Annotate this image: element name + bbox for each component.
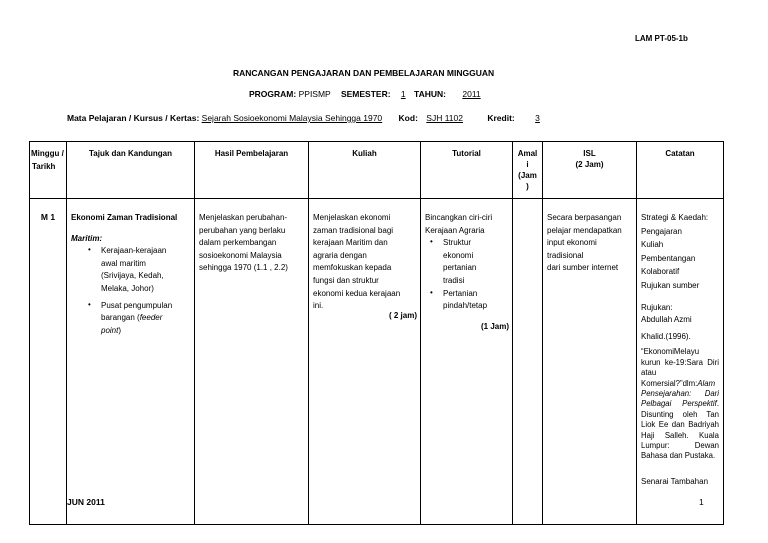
document-code: LAM PT-05-1b — [635, 34, 688, 43]
kuliah-l4: agraria dengan — [313, 250, 367, 260]
kuliah-l3: kerajaan Maritim dan — [313, 238, 388, 248]
tajuk-b2-l2 — [101, 312, 191, 325]
tutorial-b2-l2: pindah/tetap — [443, 301, 488, 311]
list-item — [425, 288, 509, 313]
catatan-l1: Strategi & Kaedah: — [641, 213, 709, 222]
tutorial-b1-l3: pertanian — [443, 263, 477, 273]
kuliah-jam: ( 2 jam) — [388, 310, 417, 320]
header-tajuk — [67, 142, 195, 199]
tutorial-bullet-list — [425, 237, 509, 313]
header-minggu — [30, 142, 67, 199]
header-amali — [513, 142, 543, 199]
catatan-l2: Pengajaran — [641, 226, 682, 236]
tajuk-subtitle: Maritim: — [71, 233, 103, 243]
course-line — [67, 113, 540, 123]
document-title: RANCANGAN PENGAJARAN DAN PEMBELAJARAN MINGGUAN — [233, 68, 495, 78]
list-item — [83, 300, 191, 338]
kuliah-l8: ini. — [313, 301, 324, 311]
cell-minggu — [30, 199, 67, 525]
tajuk-b1-l2: awal maritim — [101, 258, 146, 268]
tajuk-b2-l2b: feeder — [139, 313, 163, 323]
catatan-l5: Kolaboratif — [641, 267, 680, 277]
kod-value: SJH 1102 — [426, 113, 463, 123]
footer-date: JUN 2011 — [67, 497, 105, 507]
tajuk-b2-l3 — [101, 325, 191, 338]
header-row — [30, 142, 724, 199]
course-value: Sejarah Sosioekonomi Malaysia Sehingga 1970 — [201, 113, 383, 123]
minggu-value: M 1 — [40, 212, 56, 222]
kuliah-l5: memfokuskan kepada — [313, 263, 392, 273]
catatan-l4: Pembentangan — [641, 253, 696, 263]
isl-l4: tradisional — [547, 250, 584, 260]
cell-tajuk — [67, 199, 195, 525]
header-minggu-line1: Minggu / — [31, 149, 64, 158]
header-tutorial-label: Tutorial — [452, 149, 481, 158]
header-amali-line2: i — [526, 160, 529, 169]
tahun-label: TAHUN: — [414, 89, 446, 99]
citation-book: Alam Pensejarahan: Dari Pelbagai Perspektif — [641, 378, 719, 409]
tajuk-b2-l1: • Pusat pengumpulan — [101, 300, 173, 310]
program-line — [249, 89, 481, 99]
header-isl — [543, 142, 637, 199]
list-item — [83, 245, 191, 295]
senarai-tambahan: Senarai Tambahan — [641, 476, 709, 486]
rujukan-label: Rujukan: — [641, 302, 673, 312]
cell-catatan — [637, 199, 724, 525]
kuliah-l2: zaman tradisional bagi — [313, 225, 394, 235]
cell-isl — [543, 199, 637, 525]
tajuk-b2-l2a: barangan ( — [101, 313, 140, 323]
kuliah-l6: fungsi dan struktur — [313, 275, 379, 285]
semester-value: 1 — [400, 89, 406, 99]
kredit-value: 3 — [535, 113, 540, 123]
tutorial-b1-l2: ekonomi — [443, 250, 474, 260]
tajuk-b1-l3: (Srivijaya, Kedah, — [101, 271, 164, 281]
header-tajuk-label: Tajuk dan Kandungan — [89, 149, 172, 158]
course-label: Mata Pelajaran / Kursus / Kertas: — [67, 113, 200, 123]
tutorial-l1: Bincangkan ciri-ciri — [425, 213, 493, 222]
tutorial-b1-l4: tradisi — [443, 275, 465, 285]
header-isl-line1: ISL — [583, 149, 596, 158]
citation-publisher: . Disunting oleh Tan Liok Ee dan Badriyah Haji Salleh. Kuala Lumpur: Dewan Bahasa dan Pustaka. — [641, 399, 719, 461]
isl-l5: dari sumber internet — [547, 263, 619, 273]
catatan-l6: Rujukan sumber — [641, 280, 700, 290]
tajuk-b1-l4: Melaka, Johor) — [101, 283, 154, 293]
cell-kuliah — [309, 199, 421, 525]
header-amali-line3: (Jam — [518, 171, 537, 180]
header-hasil — [195, 142, 309, 199]
cell-amali — [513, 199, 543, 525]
hasil-l3: dalam perkembangan — [199, 238, 277, 248]
list-item — [425, 237, 509, 287]
catatan-l3: Kuliah — [641, 240, 664, 250]
header-isl-line2: (2 Jam) — [575, 160, 604, 169]
tajuk-b1-l1: • Kerajaan-kerajaan — [101, 246, 167, 256]
hasil-l1: Menjelaskan perubahan- — [199, 213, 288, 222]
rujukan-author: Abdullah Azmi — [641, 315, 692, 325]
isl-l1: Secara berpasangan — [547, 213, 622, 222]
tajuk-b2-l3a: point — [101, 325, 119, 335]
header-kuliah-label: Kuliah — [352, 149, 377, 158]
isl-l3: input ekonomi — [547, 238, 597, 248]
cell-hasil — [195, 199, 309, 525]
rujukan-citation — [641, 347, 719, 461]
hasil-l4: sosioekonomi Malaysia — [199, 250, 282, 260]
page-number: 1 — [699, 497, 704, 507]
header-amali-line1: Amal — [517, 149, 538, 158]
tahun-value: 2011 — [462, 89, 481, 99]
header-tutorial — [421, 142, 513, 199]
tajuk-b2-l3b: ) — [118, 325, 122, 335]
header-kuliah — [309, 142, 421, 199]
cell-tutorial — [421, 199, 513, 525]
kuliah-l1: Menjelaskan ekonomi — [313, 213, 391, 222]
header-catatan-label: Catatan — [665, 149, 695, 158]
weekly-plan-table — [29, 141, 724, 525]
tutorial-b2-l1: • Pertanian — [443, 288, 478, 298]
tutorial-jam: (1 Jam) — [480, 321, 509, 331]
tutorial-l2: Kerajaan Agraria — [425, 225, 485, 235]
citation-title: “EkonomiMelayu kurun ke-19:Sara Diri atau Komersial?”dlm: — [641, 347, 719, 388]
tutorial-b1-l1: • Struktur — [443, 238, 472, 248]
table-row — [30, 199, 724, 525]
hasil-l2: perubahan yang berlaku — [199, 225, 286, 235]
tajuk-bullet-list — [71, 245, 191, 337]
kod-label: Kod: — [398, 113, 418, 123]
semester-label: SEMESTER: — [340, 89, 391, 99]
program-label: PROGRAM: — [249, 89, 297, 99]
rujukan-year: Khalid.(1996). — [641, 331, 691, 341]
header-catatan — [637, 142, 724, 199]
tajuk-title: Ekonomi Zaman Tradisional — [71, 213, 178, 222]
header-hasil-label: Hasil Pembelajaran — [214, 149, 289, 158]
isl-l2: pelajar mendapatkan — [547, 225, 622, 235]
kuliah-l7: ekonomi kedua kerajaan — [313, 288, 401, 298]
header-minggu-line2: Tarikh — [32, 161, 56, 171]
program-value: PPISMP — [298, 89, 331, 99]
kredit-label: Kredit: — [487, 113, 515, 123]
hasil-l5: sehingga 1970 (1.1 , 2.2) — [199, 263, 288, 273]
header-amali-line4: ) — [526, 182, 529, 191]
